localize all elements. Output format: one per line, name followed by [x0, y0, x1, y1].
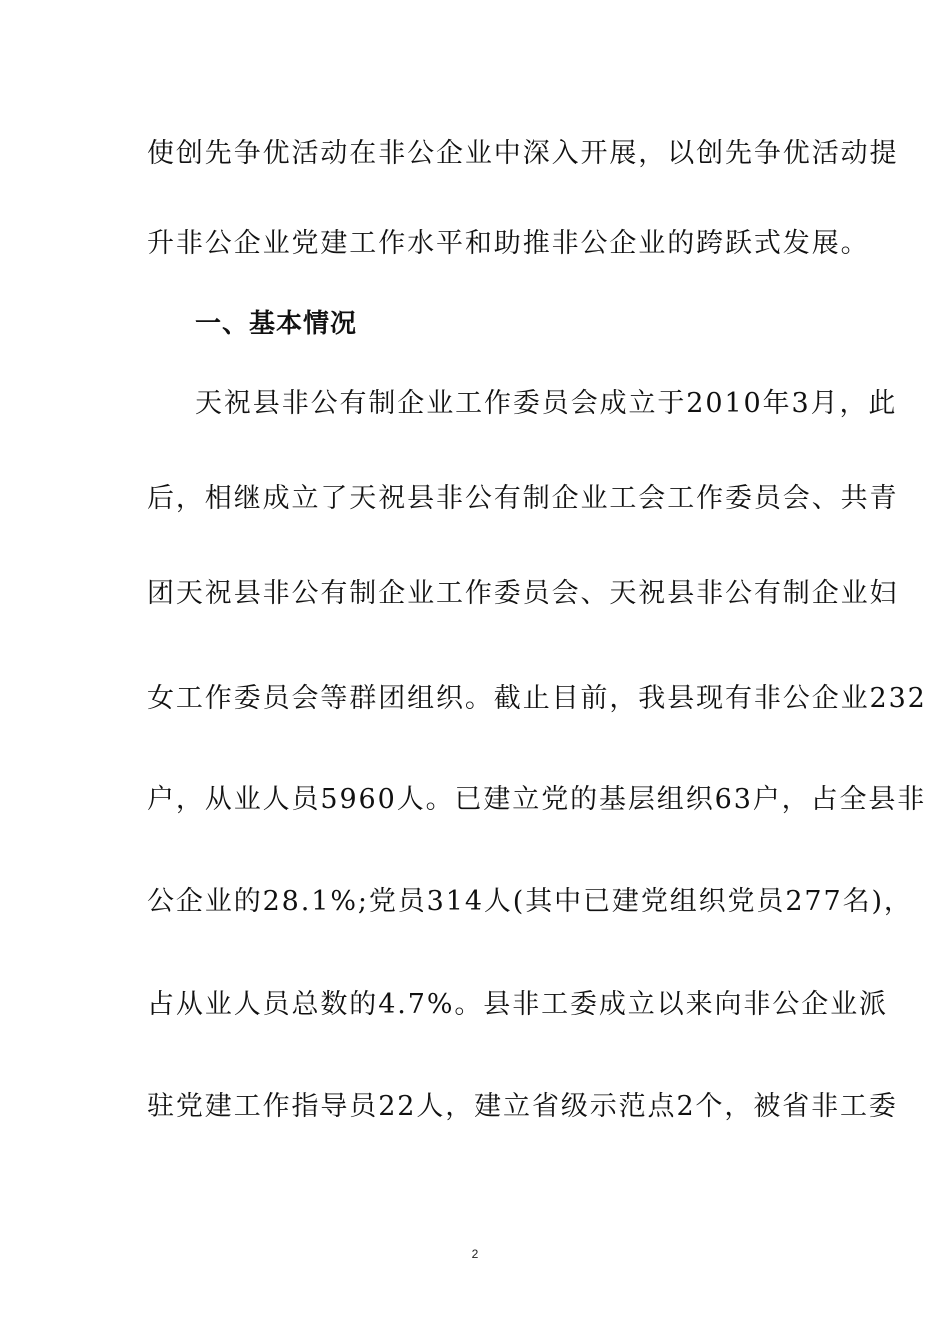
text-line: 升非公企业党建工作水平和助推非公企业的跨跃式发展。: [147, 228, 870, 259]
paragraph-line: 驻党建工作指导员22人，建立省级示范点2个，被省非工委: [147, 1091, 898, 1122]
paragraph-line: 天祝县非公有制企业工作委员会成立于2010年3月，此: [195, 388, 898, 419]
paragraph-line: 户，从业人员5960人。已建立党的基层组织63户，占全县非: [147, 784, 927, 815]
paragraph-line: 女工作委员会等群团组织。截止目前，我县现有非公企业232: [147, 683, 927, 714]
paragraph-line: 占从业人员总数的4.7%。县非工委成立以来向非公企业派: [147, 989, 888, 1020]
section-heading: 一、基本情况: [195, 309, 358, 339]
paragraph-line: 后，相继成立了天祝县非公有制企业工会工作委员会、共青: [147, 483, 899, 514]
text-line: 使创先争优活动在非公企业中深入开展，以创先争优活动提: [147, 138, 899, 169]
page-number: 2: [471, 1247, 479, 1261]
paragraph-line: 团天祝县非公有制企业工作委员会、天祝县非公有制企业妇: [147, 578, 899, 609]
paragraph-line: 公企业的28.1%;党员314人(其中已建党组织党员277名)，: [147, 886, 913, 917]
